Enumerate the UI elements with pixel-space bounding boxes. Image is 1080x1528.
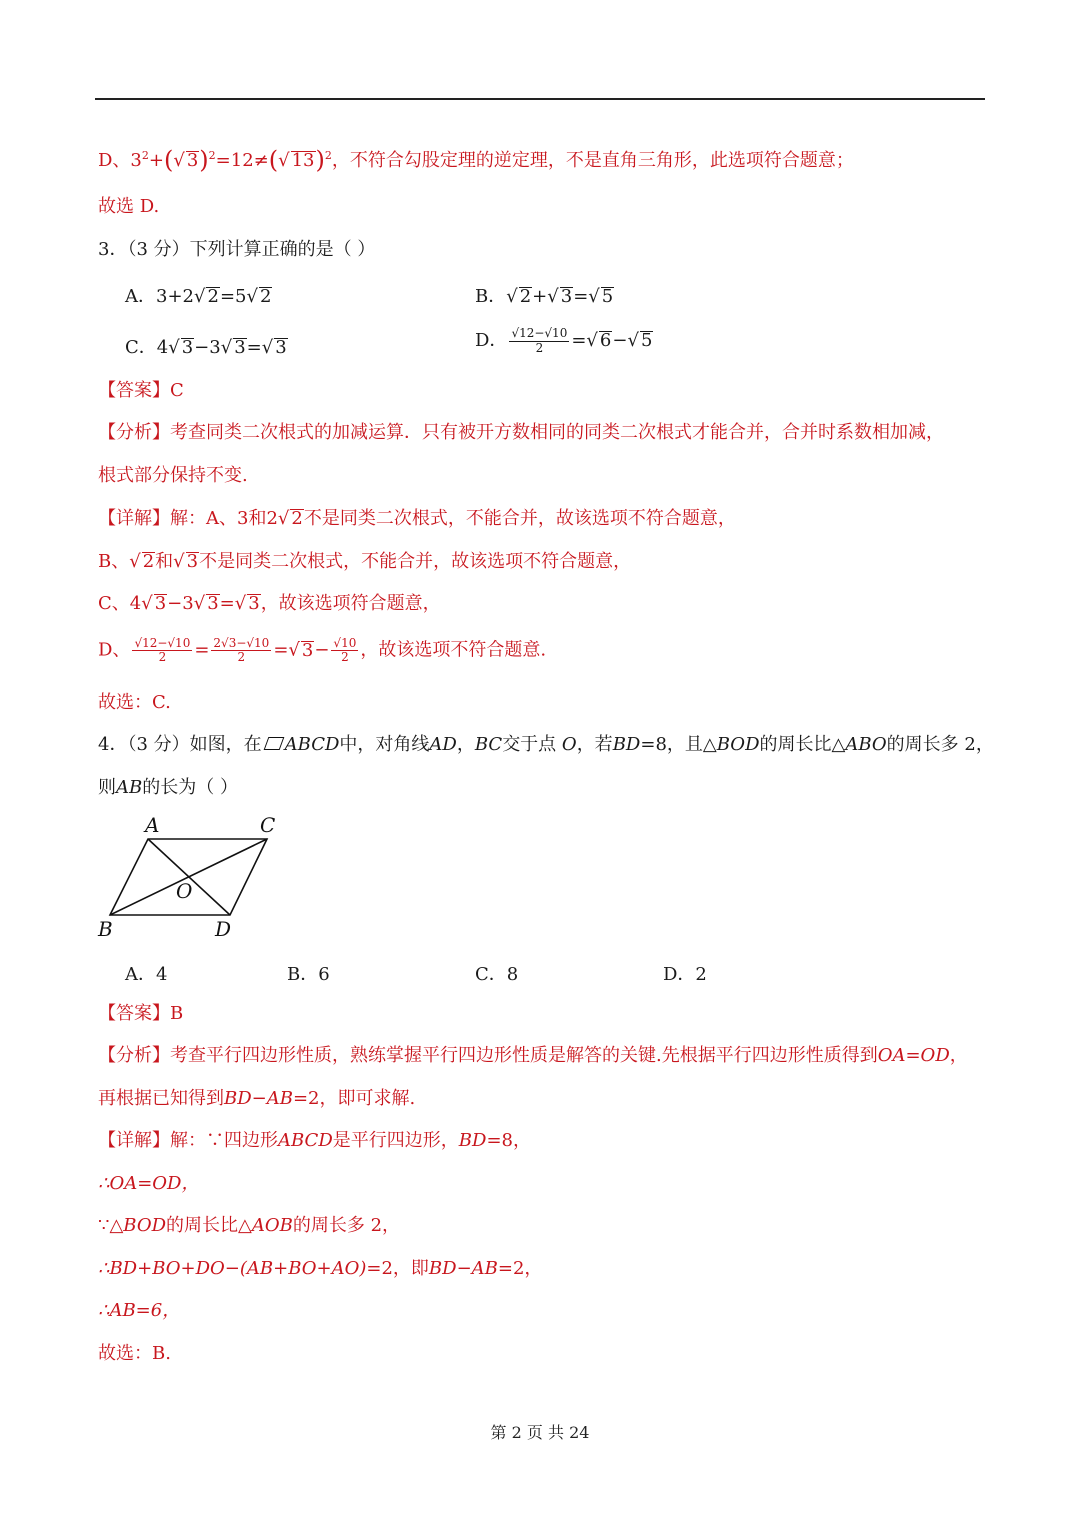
q4-detail-4: ∴BD+BO+DO−(AB+BO+AO)=2，即BD−AB=2， [98, 1258, 543, 1279]
q3-detail-c: C、4√ 3−3√ 3=√ 3，故该选项符合题意， [98, 593, 441, 614]
q3-detail-d: D、 $\frac{√12-√10}{2}$ = $\frac{2√3-√10}{2}$ =√ 3− $\frac{√10}{2}$ ，故该选项不符合题意. [98, 636, 547, 665]
q3-option-b: B．√ 2+√ 3=√ 5 [475, 286, 614, 307]
q4-analysis-2: 再根据已知得到BD−AB=2，即可求解. [98, 1088, 416, 1109]
q4-detail-2: ∴OA=OD， [98, 1173, 200, 1194]
q4-stem-1: 4．（3 分）如图，在 ABCD中，对角线AD，BC交于点 O，若BD=8，且△BOD的周长比△ABO的周长多 2， [98, 734, 994, 755]
diagonal-bc [110, 839, 267, 915]
q4-answer: 【答案】B [98, 1003, 184, 1024]
q4-detail-1: 【详解】解：∵四边形ABCD是平行四边形，BD=8， [98, 1130, 531, 1151]
header-rule [95, 98, 985, 100]
page-footer: 第 2 页 共 24 [490, 1423, 590, 1442]
q2-choice: 故选 D. [98, 196, 160, 217]
label-a: A [145, 813, 160, 837]
parallelogram-figure [95, 812, 295, 942]
label-b: B [98, 917, 113, 941]
q3-stem: 3．（3 分）下列计算正确的是（ ） [98, 239, 376, 260]
q4-option-b: B．6 [287, 964, 330, 985]
q4-detail-5: ∴AB=6， [98, 1300, 181, 1321]
q3-answer: 【答案】C [98, 380, 184, 401]
q3-option-d: D． $\frac{√12-√10}{2}$ =√ 6−√ 5 [475, 326, 653, 355]
q4-option-d: D．2 [663, 964, 707, 985]
q3-option-c: C．4√ 3−3√ 3=√ 3 [125, 337, 287, 358]
q3-analysis-2: 根式部分保持不变. [98, 465, 248, 486]
q3-option-a: A．3+2√ 2=5√ 2 [125, 286, 272, 307]
parallelogram-icon [263, 737, 284, 750]
label-c: C [260, 813, 276, 837]
q4-stem-2: 则AB的长为（ ） [98, 777, 238, 798]
q3-analysis-1: 【分析】考查同类二次根式的加减运算．只有被开方数相同的同类二次根式才能合并，合并时系数相加减， [98, 422, 944, 443]
q4-option-a: A．4 [125, 964, 168, 985]
q4-choice: 故选：B. [98, 1343, 171, 1364]
label-d: D [215, 917, 232, 941]
label-o: O [176, 879, 193, 903]
q4-option-c: C．8 [475, 964, 519, 985]
q3-detail-b: B、√ 2和√ 3不是同类二次根式，不能合并，故该选项不符合题意， [98, 551, 632, 572]
q4-detail-3: ∵△BOD的周长比△AOB的周长多 2， [98, 1215, 401, 1236]
q2-option-d-detail: D、$3^2+(√$ 3)$^2$=12≠(√ 13)$^2$，不符合勾股定理的逆定理，不是直角三角形，此选项符合题意； [98, 146, 854, 174]
q3-detail-a: 【详解】解：A、3和2√ 2不是同类二次根式，不能合并，故该选项不符合题意， [98, 508, 736, 529]
q4-analysis-1: 【分析】考查平行四边形性质，熟练掌握平行四边形性质是解答的关键.先根据平行四边形性质得到OA=OD， [98, 1045, 968, 1066]
q3-choice: 故选：C. [98, 692, 171, 713]
